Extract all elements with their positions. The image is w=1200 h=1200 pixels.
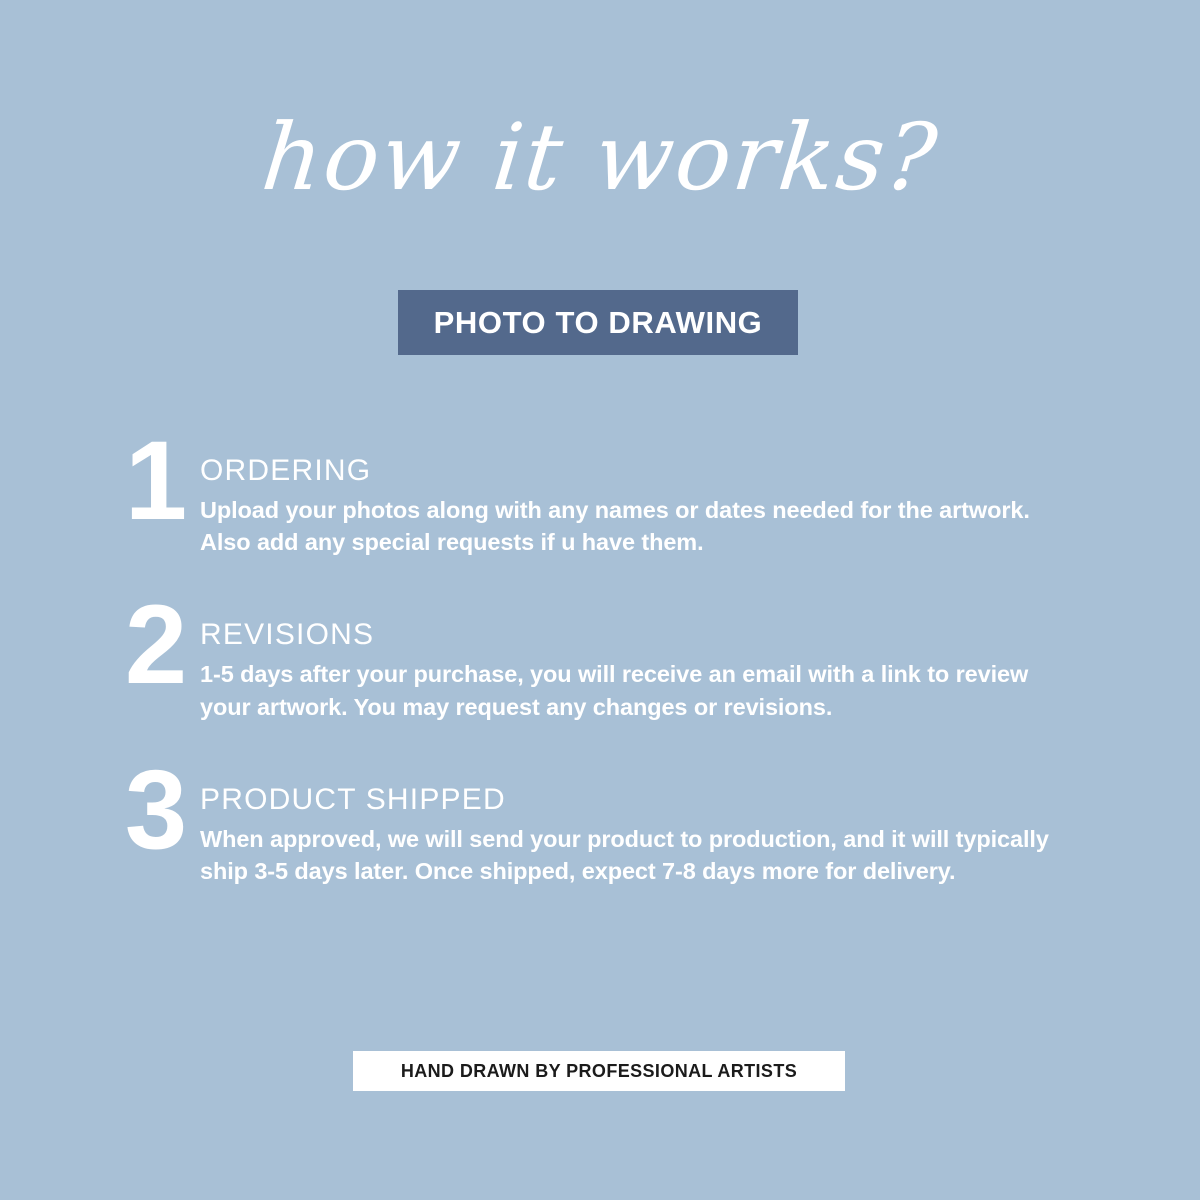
step-description: 1-5 days after your purchase, you will receive an email with a link to review your artwork. You may request any changes or revisions. <box>200 661 1029 720</box>
footer-badge <box>353 1051 845 1091</box>
step-description: Upload your photos along with any names or dates needed for the artwork. Also add any special requests if u have them. <box>200 497 1030 556</box>
product-type-label: PHOTO TO DRAWING <box>433 304 763 340</box>
step-content <box>200 440 1102 558</box>
step-item <box>112 746 1102 887</box>
step-number: 2 <box>124 582 188 708</box>
step-description: When approved, we will send your product to production, and it will typically ship 3-5 days later. Once shipped, expect 7-8 days more for delivery. <box>200 825 1049 884</box>
step-number: 3 <box>124 746 188 872</box>
footer-badge-label: HAND DRAWN BY PROFESSIONAL ARTISTS <box>400 1060 798 1081</box>
step-number: 1 <box>124 418 188 543</box>
step-heading: ORDERING <box>200 454 372 487</box>
title-container <box>0 104 1200 211</box>
step-content <box>200 769 1102 887</box>
product-type-banner <box>398 290 798 355</box>
steps-list <box>112 418 1102 933</box>
page-title: how it works? <box>257 104 944 211</box>
step-item <box>112 418 1102 558</box>
step-heading: REVISIONS <box>200 618 375 652</box>
step-content <box>200 604 1102 722</box>
step-item <box>112 582 1102 722</box>
step-heading: PRODUCT SHIPPED <box>200 782 506 816</box>
